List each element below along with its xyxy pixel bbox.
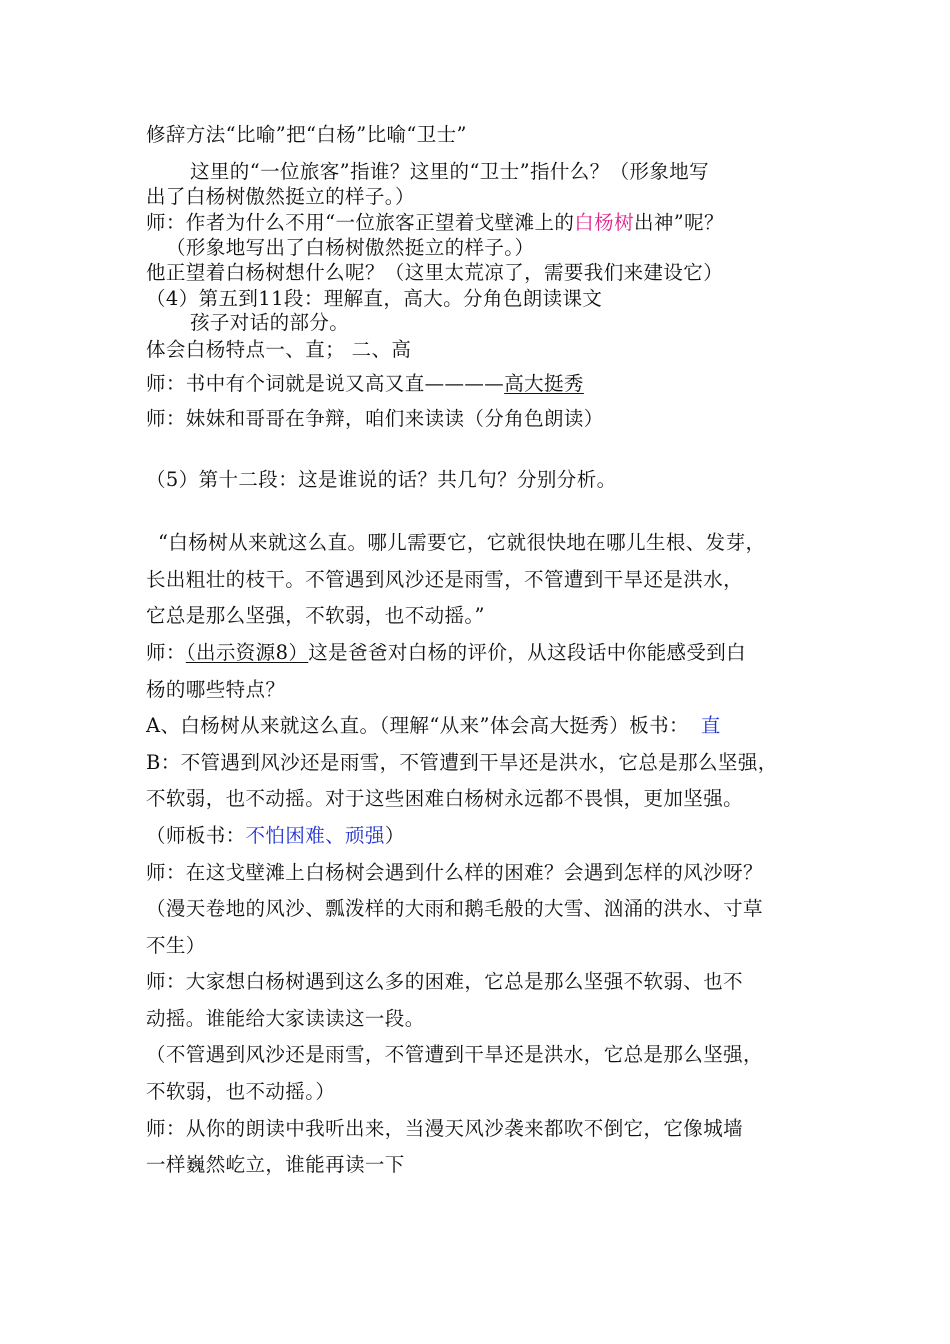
text-line: （形象地写出了白杨树傲然挺立的样子。）	[166, 236, 535, 259]
text-segment: 师：	[146, 641, 186, 664]
text-line: （不管遇到风沙还是雨雪，不管遭到干旱还是洪水，它总是那么坚强，	[146, 1043, 763, 1066]
text-line: 不生）	[146, 934, 206, 957]
highlight-pink: 白杨树	[574, 211, 634, 234]
text-segment: 师：作者为什么不用“一位旅客正望着戈壁滩上的	[146, 211, 575, 234]
text-line: 出了白杨树傲然挺立的样子。）	[146, 185, 415, 208]
text-line	[146, 211, 826, 235]
text-line: 修辞方法“比喻”把“白杨”比喻“卫士”	[146, 123, 467, 146]
text-line: 它总是那么坚强，不软弱，也不动摇。”	[146, 604, 485, 627]
text-segment: （师板书：	[146, 824, 246, 847]
board-note-blue: 不怕困难、顽强	[245, 824, 385, 847]
text-segment: A、白杨树从来就这么直。（理解“从来”体会高大挺秀）板书：	[146, 714, 689, 737]
text-line: 动摇。谁能给大家读读这一段。	[146, 1007, 425, 1030]
text-line: 师：妹妹和哥哥在争辩，咱们来读读（分角色朗读）	[146, 407, 604, 430]
text-line: （4）第五到11段：理解直，高大。分角色朗读课文	[146, 287, 603, 310]
text-line	[146, 372, 826, 396]
text-line: 这里的“一位旅客”指谁？这里的“卫士”指什么？（形象地写	[190, 160, 710, 183]
text-line: 孩子对话的部分。	[190, 311, 350, 334]
text-segment: 这是爸爸对白杨的评价，从这段话中你能感受到白	[308, 641, 747, 664]
text-line: 长出粗壮的枝干。不管遇到风沙还是雨雪，不管遭到干旱还是洪水，	[146, 568, 744, 591]
text-segment: 出神”呢？	[633, 211, 724, 234]
text-line: B：不管遇到风沙还是雨雪，不管遭到干旱还是洪水，它总是那么坚强，	[146, 751, 778, 774]
text-line: 师：从你的朗读中我听出来，当漫天风沙袭来都吹不倒它，它像城墙	[146, 1117, 744, 1140]
text-line: 不软弱，也不动摇。对于这些困难白杨树永远都不畏惧，更加坚强。	[146, 787, 744, 810]
text-line: 一样巍然屹立，谁能再读一下	[146, 1153, 405, 1176]
text-line	[146, 714, 826, 738]
text-line: 杨的哪些特点？	[146, 678, 286, 701]
text-line: 师：在这戈壁滩上白杨树会遇到什么样的困难？会遇到怎样的风沙呀？	[146, 861, 763, 884]
text-line	[146, 641, 826, 665]
text-line: （5）第十二段：这是谁说的话？共几句？分别分析。	[146, 468, 617, 491]
resource-link[interactable]: （出示资源8）	[185, 641, 309, 664]
text-line: 他正望着白杨树想什么呢？（这里太荒凉了，需要我们来建设它）	[146, 261, 724, 284]
text-line: “白杨树从来就这么直。哪儿需要它，它就很快地在哪儿生根、发芽，	[158, 531, 766, 554]
text-segment: 师：书中有个词就是说又高又直————	[146, 372, 505, 395]
text-segment: ）	[384, 824, 405, 847]
text-line: 师：大家想白杨树遇到这么多的困难，它总是那么坚强不软弱、也不	[146, 970, 744, 993]
text-line: 不软弱，也不动摇。）	[146, 1080, 336, 1103]
underlined-phrase: 高大挺秀	[504, 372, 584, 395]
board-note-blue: 直	[700, 714, 721, 737]
text-line	[146, 824, 826, 848]
text-line: 体会白杨特点一、直； 二、高	[146, 338, 412, 361]
text-line: （漫天卷地的风沙、瓢泼样的大雨和鹅毛般的大雪、汹涌的洪水、寸草	[146, 897, 763, 920]
